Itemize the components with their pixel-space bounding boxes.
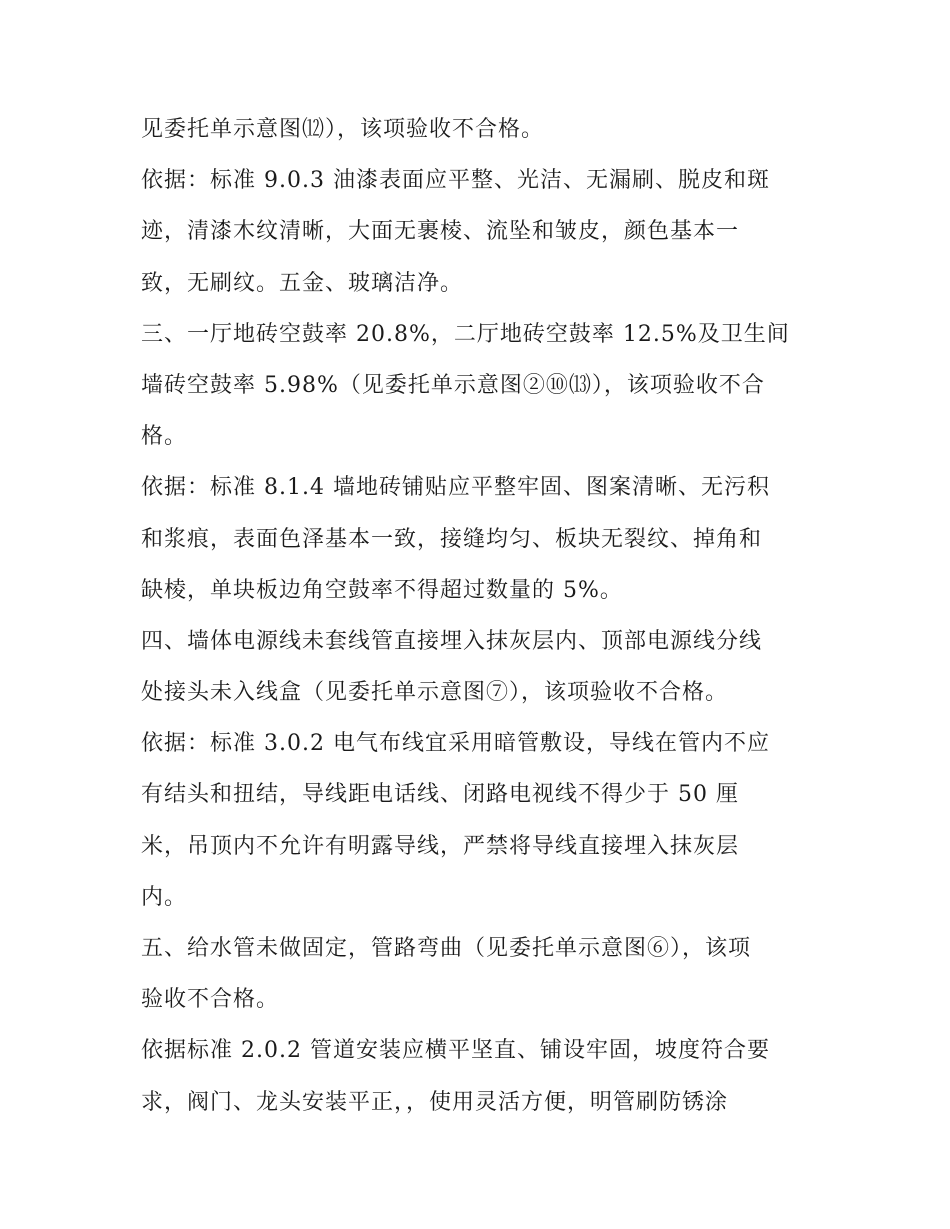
text-line: 四、墙体电源线未套线管直接埋入抹灰层内、顶部电源线分线	[141, 628, 763, 654]
text-line: 处接头未入线盒（见委托单示意图⑦），该项验收不合格。	[141, 680, 729, 706]
text-line: 迹，清漆木纹清晰，大面无裹棱、流坠和皱皮，颜色基本一	[141, 219, 740, 245]
text-line: 依据：标准 9.0.3 油漆表面应平整、光洁、无漏刷、脱皮和斑	[141, 168, 770, 194]
text-line: 依据：标准 3.0.2 电气布线宜采用暗管敷设，导线在管内不应	[141, 731, 770, 757]
text-line: 五、给水管未做固定，管路弯曲（见委托单示意图⑥），该项	[141, 936, 752, 961]
text-line: 内。	[141, 884, 188, 910]
text-line: 和浆痕，表面色泽基本一致，接缝均匀、板块无裂纹、掉角和	[141, 526, 763, 552]
text-line: 致，无刷纹。五金、玻璃洁净。	[141, 270, 464, 296]
text-line: 依据标准 2.0.2 管道安装应横平坚直、铺设牢固，坡度符合要	[141, 1038, 770, 1064]
text-line: 墙砖空鼓率 5.98%（见委托单示意图②⑩⒀），该项验收不合	[141, 372, 765, 398]
text-line: 见委托单示意图⑿），该项验收不合格。	[141, 117, 545, 142]
text-line: 缺棱，单块板边角空鼓率不得超过数量的 5%。	[141, 577, 623, 603]
text-line: 格。	[141, 424, 188, 450]
text-line: 米，吊顶内不允许有明露导线，严禁将导线直接埋入抹灰层	[141, 833, 740, 859]
document-body	[141, 104, 821, 1128]
text-line: 求，阀门、龙头安装平正，，使用灵活方便，明管刷防锈涂	[141, 1089, 729, 1115]
text-line: 三、一厅地砖空鼓率 20.8%，二厅地砖空鼓率 12.5%及卫生间	[141, 321, 790, 347]
text-line: 有结头和扭结，导线距电话线、闭路电视线不得少于 50 厘	[141, 782, 739, 808]
text-line: 依据：标准 8.1.4 墙地砖铺贴应平整牢固、图案清晰、无污积	[141, 475, 770, 501]
text-line: 验收不合格。	[141, 987, 280, 1013]
